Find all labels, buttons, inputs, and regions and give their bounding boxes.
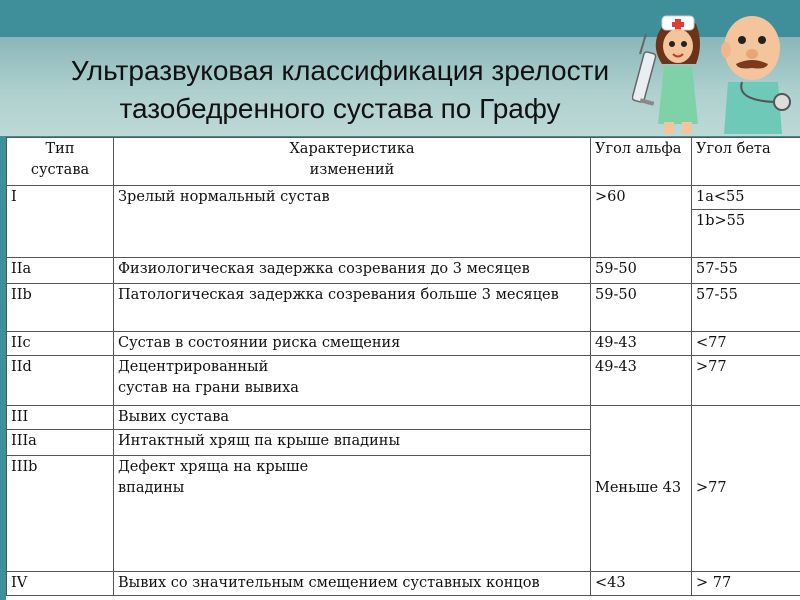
cell-alpha: 49-43 bbox=[591, 356, 692, 406]
title-line-2: тазобедренного сустава по Графу bbox=[119, 93, 561, 124]
table-row bbox=[7, 186, 800, 210]
table-row bbox=[7, 284, 800, 332]
cell-beta: 57-55 bbox=[692, 284, 800, 332]
cell-alpha: <43 bbox=[591, 572, 692, 596]
cell-alpha: 59-50 bbox=[591, 284, 692, 332]
cell-beta: 1b>55 bbox=[692, 210, 800, 258]
cell-desc: Физиологическая задержка созревания до 3 месяцев bbox=[114, 258, 591, 284]
table-row bbox=[7, 356, 800, 406]
header-beta-angle: Угол бета bbox=[692, 138, 800, 186]
cell-desc: Зрелый нормальный сустав bbox=[114, 186, 591, 258]
graf-classification-table bbox=[6, 137, 800, 600]
table-row bbox=[7, 406, 800, 430]
table-row bbox=[7, 572, 800, 596]
nurse-and-doctor-cartoon-icon bbox=[632, 4, 800, 136]
cell-type: IIIa bbox=[7, 430, 114, 456]
cell-type: III bbox=[7, 406, 114, 430]
cell-beta: 1a<55 bbox=[692, 186, 800, 210]
header-joint-type: Тип сустава bbox=[7, 138, 114, 186]
cell-beta: <77 bbox=[692, 332, 800, 356]
cell-type: IIb bbox=[7, 284, 114, 332]
cell-beta: >77 bbox=[692, 356, 800, 406]
nurse-figure bbox=[656, 16, 700, 134]
doctor-figure bbox=[721, 16, 790, 134]
cell-desc: Сустав в состоянии риска смещения bbox=[114, 332, 591, 356]
cell-alpha-group: Меньше 43 bbox=[591, 406, 692, 572]
cell-beta: > 77 bbox=[692, 572, 800, 596]
cell-desc: Патологическая задержка созревания больше 3 месяцев bbox=[114, 284, 591, 332]
table-row bbox=[7, 258, 800, 284]
page-title bbox=[20, 52, 660, 128]
cell-beta: 57-55 bbox=[692, 258, 800, 284]
cell-desc: Дефект хряща на крыше впадины bbox=[114, 456, 591, 572]
cell-type: IIc bbox=[7, 332, 114, 356]
cell-desc: Вывих со значительным смещением суставных концов bbox=[114, 572, 591, 596]
cell-beta-group: >77 bbox=[692, 406, 800, 572]
header-alpha-angle: Угол альфа bbox=[591, 138, 692, 186]
cell-type: IId bbox=[7, 356, 114, 406]
title-line-1: Ультразвуковая классификация зрелости bbox=[70, 55, 610, 86]
syringe-icon bbox=[632, 34, 656, 106]
cell-desc: Вывих сустава bbox=[114, 406, 591, 430]
cell-type: IIa bbox=[7, 258, 114, 284]
table-header-row bbox=[7, 138, 800, 186]
cell-alpha: 59-50 bbox=[591, 258, 692, 284]
cell-alpha: 49-43 bbox=[591, 332, 692, 356]
cell-desc: Интактный хрящ па крыше впадины bbox=[114, 430, 591, 456]
table-row bbox=[7, 332, 800, 356]
cell-alpha: >60 bbox=[591, 186, 692, 258]
cell-desc: Децентрированный сустав на грани вывиха bbox=[114, 356, 591, 406]
header-characteristics: Характеристика изменений bbox=[114, 138, 591, 186]
cell-type: IIIb bbox=[7, 456, 114, 572]
cell-type: I bbox=[7, 186, 114, 258]
cell-type: IV bbox=[7, 572, 114, 596]
